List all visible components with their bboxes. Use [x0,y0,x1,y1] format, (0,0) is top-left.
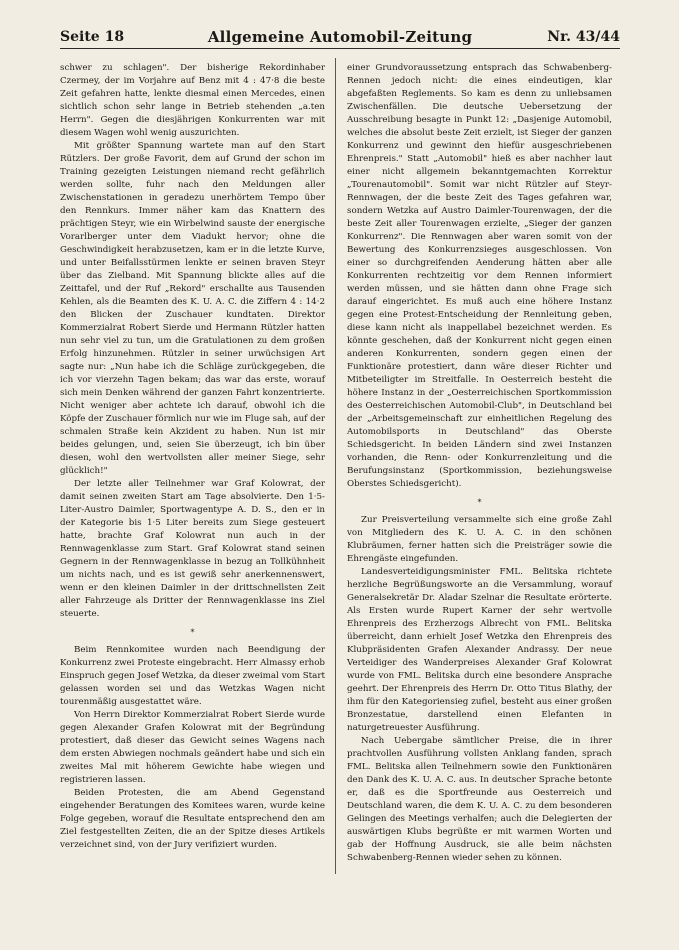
article-paragraph: schwer zu schlagen". Der bisherige Rekordinhaber Czermey, der im Vorjahre auf Benz mit 4 : 47·8 die beste Zeit gefahren hatte, lenkte diesmal einen Mercedes, einen sichtlich schon sehr lange in Betrieb stehenden „a.ten Herrn". Gegen die diesjährigen Konkurrenten war mit diesem Wagen wohl wenig auszurichten. [60,63,325,138]
column-divider [335,58,336,874]
right-column [347,62,612,865]
article-paragraph: einer Grundvoraussetzung entsprach das Schwabenberg-Rennen jedoch nicht: die eines eindeutigen, klar abgefaßten Reglements. So kam es denn zu unliebsamen Zwischenfällen. Die deutsche Uebersetzung der Ausschreibung besagte in Punkt 12: „Dasjenige Automobil, welches die absolut beste Zeit erzielt, ist Sieger der ganzen Konkurrenz und gewinnt den hiefür ausgeschriebenen Ehrenpreis." Statt „Automobil" hieß es aber nachher laut einer nicht allgemein bekanntgemachten Korrektur „Tourenautomobil". Somit war nicht Rützler auf Steyr-Rennwagen, der die beste Zeit des Tages gefahren war, sondern Wetzka auf Austro Daimler-Tourenwagen, der die beste Zeit aller Tourenwagen erzielte, „Sieger der ganzen Konkurrenz". Die Rennwagen aber waren somit von der Bewertung des Konkurrenzsieges ausgeschlossen. Von einer so durchgreifenden Aenderung hätten aber alle Konkurrenten rechtzeitig vor dem Rennen informiert werden müssen, und sie hätten dann ohne Frage sich darauf eingerichtet. Es muß auch eine höhere Instanz gegen eine Protest-Entscheidung der Rennleitung geben, diese kann nicht als inappellabel bezeichnet werden. Es könnte geschehen, daß der Konkurrent nicht gegen einen anderen Konkurrenten, sondern gegen einen der Funktionäre protestiert, dann wäre dieser Richter und Mitbeteiligter im Streitfalle. In Oesterreich besteht die höhere Instanz in der „Oesterreichischen Sportkommission des Oesterreichischen Automobil-Club", in Deutschland bei der „Arbeitsgemeinschaft zur einheitlichen Regelung des Automobilsports in Deutschland" das Oberste Schiedsgericht. In beiden Ländern sind zwei Instanzen vorhanden, die Renn- oder Konkurrenzleitung und die Berufungsinstanz (Sportkommission, beziehungsweise Oberstes Schiedsgericht). [347,63,612,489]
page-number: Seite 18 [60,29,125,45]
section-separator: * [190,628,195,637]
section-separator: * [477,498,482,507]
article-paragraph: Beiden Protesten, die am Abend Gegenstand eingehender Beratungen des Komitees waren, wurde keine Folge gegeben, worauf die Resultate entsprechend den am Ziel festgestellten Zeiten, die an der Spitze dieses Artikels verzeichnet sind, von der Jury verifiziert wurden. [60,788,325,850]
article-paragraph: Zur Preisverteilung versammelte sich eine große Zahl von Mitgliedern des K. U. A. C. in den schönen Klubräumen, ferner hatten sich die Preisträger sowie die Ehrengäste eingefunden. [347,515,612,564]
article-paragraph: Mit größter Spannung wartete man auf den Start Rützlers. Der große Favorit, dem auf Grund der schon im Training gezeigten Leistungen niemand recht gefährlich werden sollte, fuhr nach den Meldungen aller Zwischenstationen in geradezu unerhörtem Tempo über den Rennkurs. Immer näher kam das Knattern des prächtigen Steyr, wie ein Wirbelwind sauste der energische Vorarlberger unter dem Viadukt hervor; ohne die Geschwindigkeit herabzusetzen, kam er in die letzte Kurve, und unter Beifallsstürmen lenkte er seinen braven Steyr über das Zielband. Mit Spannung blickte alles auf die Zeittafel, und der Ruf „Rekord" erschallte aus Tausenden Kehlen, als die Beamten des K. U. A. C. die Ziffern 4 : 14·2 den Blicken der Zuschauer kundtaten. Direktor Kommerzialrat Robert Sierde und Hermann Rützler hatten nun sehr viel zu tun, um die Gratulationen zu dem großen Erfolg hinzunehmen. Rützler in seiner urwüchsigen Art sagte nur: „Nun habe ich die Schläge zurückgegeben, die ich vor vierzehn Tagen bekam; das war das erste, worauf sich mein Denken während der ganzen Fahrt konzentrierte. Nicht weniger aber achtete ich darauf, obwohl ich die Köpfe der Zuschauer förmlich nur wie im Fluge sah, auf der schmalen Straße kein Akzident zu haben. Nun ist mir beides gelungen, und, seien Sie überzeugt, ich bin über diesen, wohl den wertvollsten aller meiner Siege, sehr glücklich!" [60,141,326,476]
article-paragraph: Der letzte aller Teilnehmer war Graf Kolowrat, der damit seinen zweiten Start am Tage absolvierte. Den 1·5-Liter-Austro Daimler, Sportwagentype A. D. S., den er in der Kategorie bis 1·5 Liter bereits zum Siege gesteuert hatte, brachte Graf Kolowrat nun auch in der Rennwagenklasse zum Start. Graf Kolowrat stand seinen Gegnern in der Rennwagenklasse in bezug an Tollkühnheit um nichts nach, und es ist gewiß sehr anerkennenswert, wenn er den kleinen Daimler in der drittschnellsten Zeit aller Fahrzeuge als Dritter der Rennwagenklasse ins Ziel steuerte. [60,479,325,619]
publication-title: Allgemeine Automobil-Zeitung [207,28,473,46]
left-column [60,62,325,852]
article-paragraph: Beim Rennkomitee wurden nach Beendigung der Konkurrenz zwei Proteste eingebracht. Herr Almassy erhob Einspruch gegen Josef Wetzka, da dieser zweimal vom Start gelassen worden sei und das Wetzkas Wagen nicht tourenmäßig ausgestattet wäre. [60,645,325,707]
issue-number: Nr. 43/44 [547,29,620,45]
article-paragraph: Von Herrn Direktor Kommerzialrat Robert Sierde wurde gegen Alexander Grafen Kolowrat mit der Begründung protestiert, daß dieser das Gewicht seines Wagens nach dem ersten Abwiegen nochmals geändert habe und sich ein zweites Mal mit höherem Gewichte habe wiegen und registrieren lassen. [60,710,325,785]
article-paragraph: Nach Uebergabe sämtlicher Preise, die in ihrer prachtvollen Ausführung vollsten Anklang fanden, sprach FML. Belitska allen Teilnehmern sowie den Funktionären den Dank des K. U. A. C. aus. In deutscher Sprache betonte er, daß es die Sportfreunde aus Oesterreich und Deutschland waren, die dem K. U. A. C. zu dem besonderen Gelingen des Meetings verhalfen; auch die Delegierten der auswärtigen Klubs begrüßte er mit warmen Worten und gab der Hoffnung Ausdruck, sie alle beim nächsten Schwabenberg-Rennen wieder sehen zu können. [347,736,612,863]
page-header [60,28,620,49]
article-paragraph: Landesverteidigungsminister FML. Belitska richtete herzliche Begrüßungsworte an die Versammlung, worauf Generalsekretär Dr. Aladar Szelnar die Resultate erörterte. Als Ersten wurde Rupert Karner der sehr wertvolle Ehrenpreis des Erzherzogs Albrecht von FML. Belitska überreicht, dann erhielt Josef Wetzka den Ehrenpreis des Klubpräsidenten Grafen Alexander Andrassy. Der neue Verteidiger des Wanderpreises Alexander Graf Kolowrat wurde von FML. Belitska durch eine besondere Ansprache geehrt. Der Ehrenpreis des Herrn Dr. Otto Titus Blathy, der ihm für den Kategoriensieg zufiel, besteht aus einer großen Bronzestatue, darstellend einen Elefanten in naturgetreuester Ausführung. [347,567,612,733]
